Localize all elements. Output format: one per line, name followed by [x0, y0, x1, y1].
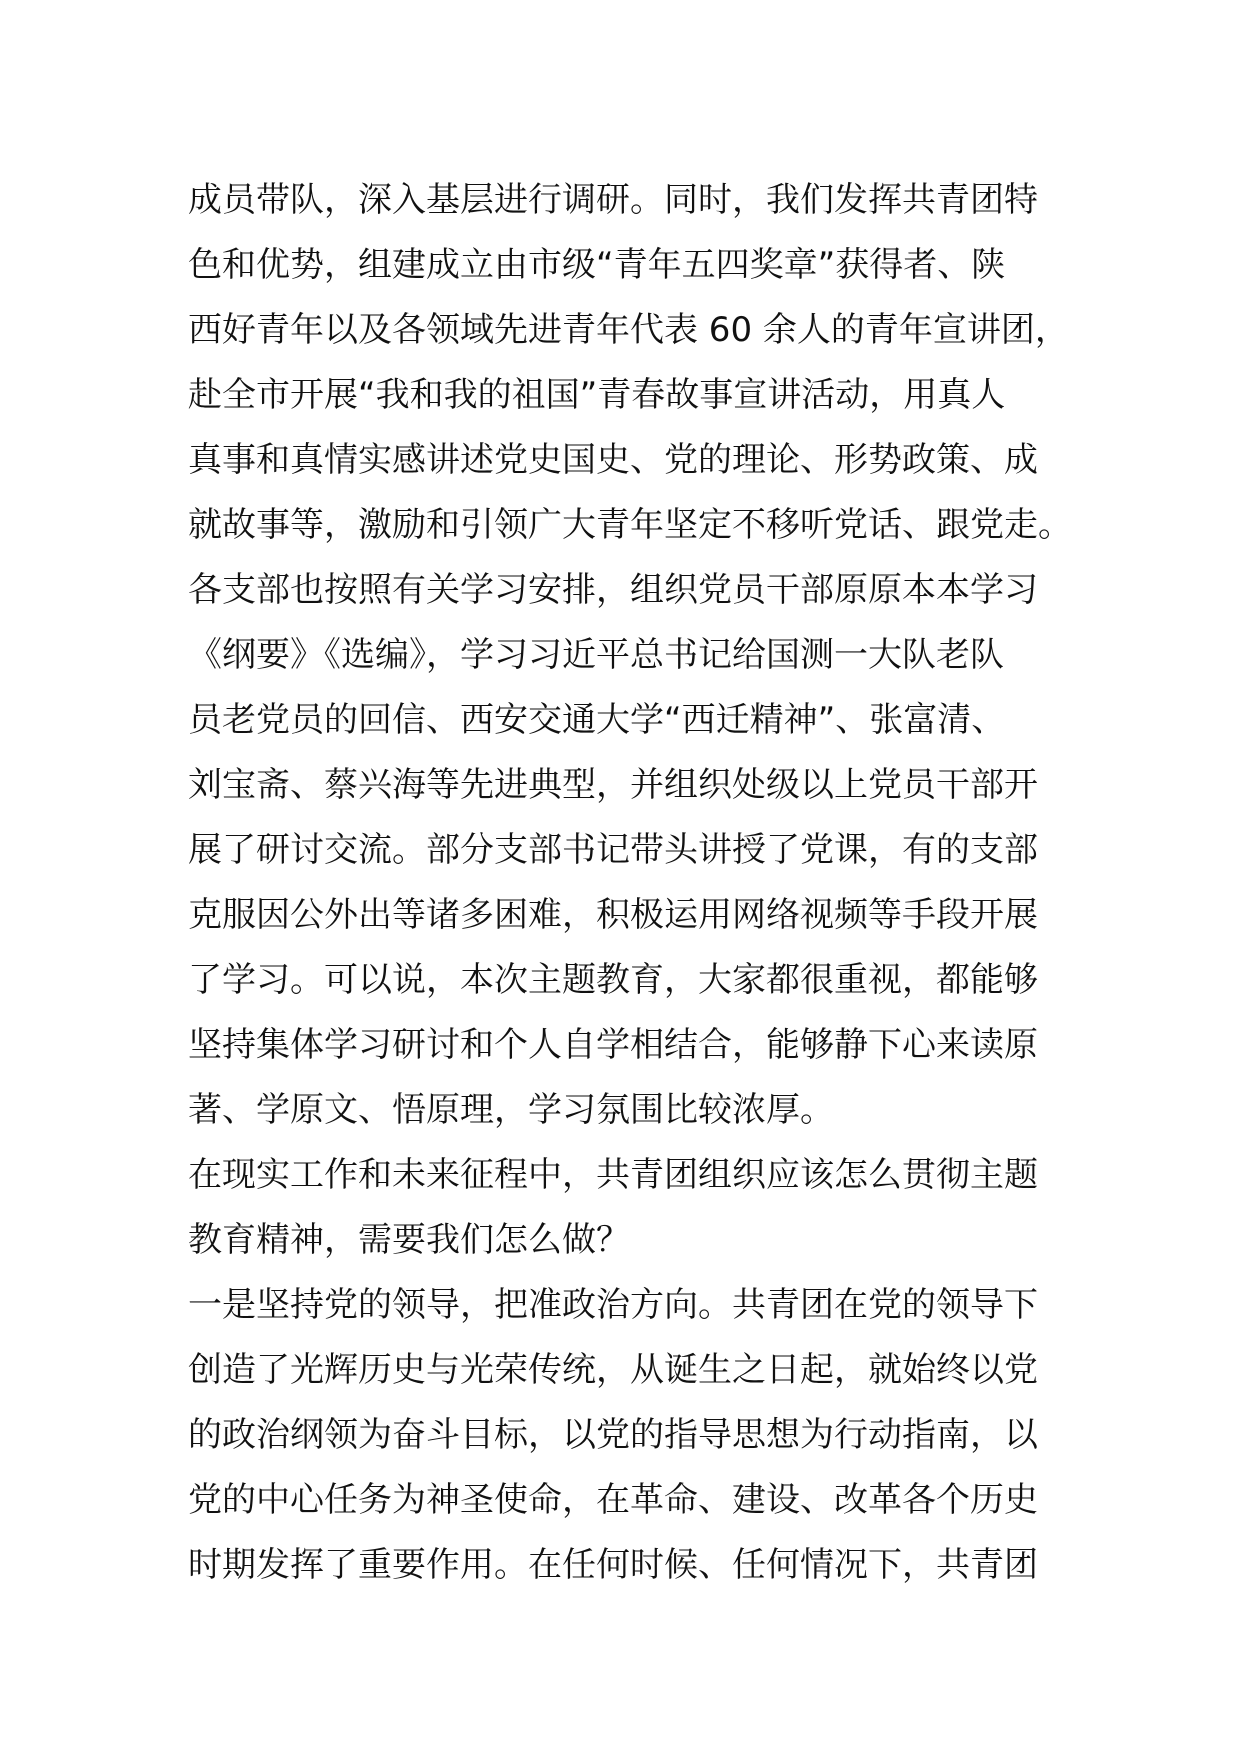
text-line-12: 克服因公外出等诸多困难，积极运用网络视频等手段开展	[188, 895, 1038, 935]
text-line-2: 色和优势，组建成立由市级“青年五四奖章”获得者、陕	[188, 245, 1006, 285]
body-text	[188, 168, 1072, 1598]
text-line-7: 各支部也按照有关学习安排，组织党员干部原原本本学习	[188, 570, 1038, 610]
text-line-5: 真事和真情实感讲述党史国史、党的理论、形势政策、成	[188, 440, 1038, 480]
text-line-11: 展了研讨交流。部分支部书记带头讲授了党课，有的支部	[188, 830, 1038, 870]
text-line-9: 员老党员的回信、西安交通大学“西迁精神”、张富清、	[188, 700, 1006, 740]
text-line-20: 的政治纲领为奋斗目标，以党的指导思想为行动指南，以	[188, 1415, 1038, 1455]
text-line-18: 一是坚持党的领导，把准政治方向。共青团在党的领导下	[188, 1285, 1038, 1325]
text-line-4: 赴全市开展“我和我的祖国”青春故事宣讲活动，用真人	[188, 375, 1006, 415]
text-line-1: 成员带队，深入基层进行调研。同时，我们发挥共青团特	[188, 180, 1038, 220]
text-line-13: 了学习。可以说，本次主题教育，大家都很重视，都能够	[188, 960, 1038, 1000]
text-line-21: 党的中心任务为神圣使命，在革命、建设、改革各个历史	[188, 1480, 1038, 1520]
text-line-22: 时期发挥了重要作用。在任何时候、任何情况下，共青团	[188, 1545, 1038, 1585]
text-line-14: 坚持集体学习研讨和个人自学相结合，能够静下心来读原	[188, 1025, 1038, 1065]
text-line-6: 就故事等，激励和引领广大青年坚定不移听党话、跟党走。	[188, 505, 1072, 545]
text-line-3: 西好青年以及各领域先进青年代表 60 余人的青年宣讲团，	[188, 310, 1069, 350]
text-line-8: 《纲要》《选编》，学习习近平总书记给国测一大队老队	[188, 635, 1004, 675]
text-line-10: 刘宝斋、蔡兴海等先进典型，并组织处级以上党员干部开	[188, 765, 1038, 805]
text-line-15: 著、学原文、悟原理，学习氛围比较浓厚。	[188, 1090, 834, 1130]
text-line-16: 在现实工作和未来征程中，共青团组织应该怎么贯彻主题	[188, 1155, 1038, 1195]
text-line-19: 创造了光辉历史与光荣传统，从诞生之日起，就始终以党	[188, 1350, 1038, 1390]
text-line-17: 教育精神，需要我们怎么做？	[188, 1220, 630, 1260]
